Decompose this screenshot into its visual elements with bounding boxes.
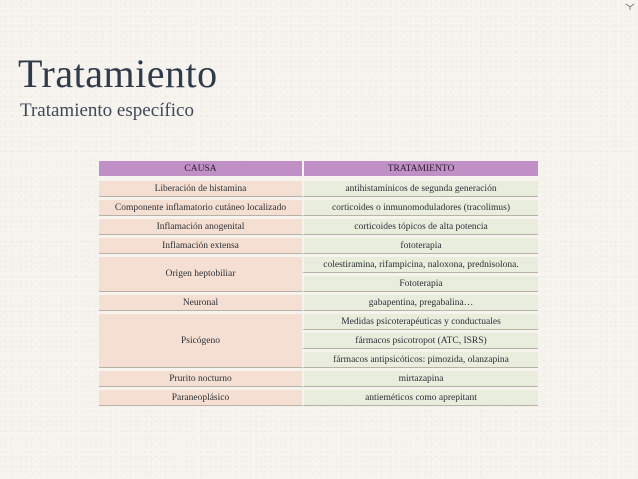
table-row xyxy=(99,368,538,387)
corner-ornament-icon xyxy=(625,3,635,11)
causa-cell: Inflamación extensa xyxy=(99,235,302,254)
table-row xyxy=(99,387,538,406)
causa-cell: Liberación de histamina xyxy=(99,178,302,197)
tratamiento-cell: gabapentina, pregabalina… xyxy=(302,292,538,311)
causa-cell: Paraneoplásico xyxy=(99,387,302,406)
tratamiento-cell: corticoides o inmunomoduladores (tracolimus) xyxy=(302,197,538,216)
causa-cell: Inflamación anogenital xyxy=(99,216,302,235)
header-tratamiento: TRATAMIENTO xyxy=(302,161,538,178)
causa-cell: Prurito nocturno xyxy=(99,368,302,387)
slide-title: Tratamiento xyxy=(18,51,218,96)
causa-cell: Componente inflamatorio cutáneo localizado xyxy=(99,197,302,216)
tratamiento-cell: fototerapia xyxy=(302,235,538,254)
tratamiento-cell: fármacos psicotropot (ATC, ISRS) xyxy=(302,330,538,349)
treatment-table xyxy=(99,161,538,406)
table-row xyxy=(99,197,538,216)
table-row xyxy=(99,311,538,330)
tratamiento-cell: Medidas psicoterapéuticas y conductuales xyxy=(302,311,538,330)
tratamiento-cell: mirtazapina xyxy=(302,368,538,387)
tratamiento-cell: Fototerapia xyxy=(302,273,538,292)
treatment-table-container xyxy=(99,161,538,406)
table-body xyxy=(99,178,538,406)
table-row xyxy=(99,254,538,273)
tratamiento-cell: colestiramina, rifampicina, naloxona, prednisolona. xyxy=(302,254,538,273)
tratamiento-cell: corticoides tópicos de alta potencia xyxy=(302,216,538,235)
table-row xyxy=(99,178,538,197)
tratamiento-cell: antihistamínicos de segunda generación xyxy=(302,178,538,197)
tratamiento-cell: fármacos antipsicóticos: pimozida, olanzapina xyxy=(302,349,538,368)
tratamiento-cell: antieméticos como aprepitant xyxy=(302,387,538,406)
causa-cell: Psicógeno xyxy=(99,311,302,368)
causa-cell: Origen heptobiliar xyxy=(99,254,302,292)
header-causa: CAUSA xyxy=(99,161,302,178)
causa-cell: Neuronal xyxy=(99,292,302,311)
table-row xyxy=(99,216,538,235)
table-header-row xyxy=(99,161,538,178)
table-row xyxy=(99,235,538,254)
table-row xyxy=(99,292,538,311)
slide-subtitle: Tratamiento específico xyxy=(20,100,194,121)
